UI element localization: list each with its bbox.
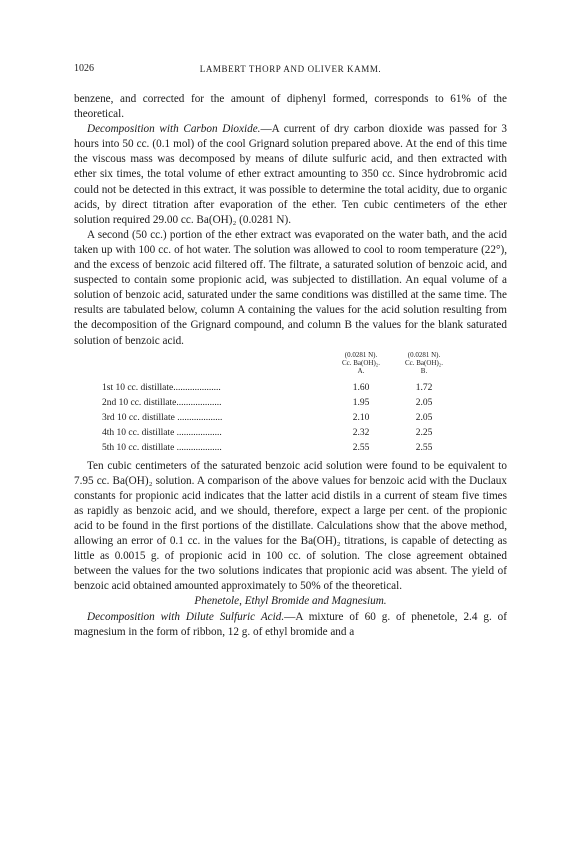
column-b-header-line: Cc. Ba(OH)₂. xyxy=(404,358,443,367)
column-b-header-line: (0.0281 N). xyxy=(407,350,441,359)
article-body xyxy=(74,92,507,640)
table-row xyxy=(74,396,507,411)
value-a: 2.32 xyxy=(352,427,370,438)
paragraph-2-heading: Decomposition with Carbon Dioxide. xyxy=(87,123,261,136)
value-b: 2.55 xyxy=(415,442,433,453)
row-label: 4th 10 cc. distillate ................... xyxy=(102,427,222,438)
paragraph-5 xyxy=(74,610,507,640)
column-b-header xyxy=(392,351,456,375)
paragraph-5-heading: Decomposition with Dilute Sulfuric Acid. xyxy=(87,610,285,623)
column-a-header-line: Cc. Ba(OH)₂. xyxy=(341,358,380,367)
paragraph-2-text: —A current of dry carbon dioxide was passed for 3 hours into 50 cc. (0.1 mol) of the cool Grignard solution prepared above. At the end of this time the viscous mass was decomposed by means of dilute sulfuric acid, and then extracted with ether six times, the total volume of ether extract amounting to 350 cc. Since hydrobromic acid could not be detected in this extract, it was possible to determine the total acidity, due to organic acids, by direct titration after evaporation of the ether. Ten cubic centimeters of the ether solution required 29.00 cc. Ba(OH)₂ (0.0281 N). xyxy=(74,123,507,226)
value-a: 1.60 xyxy=(352,382,370,393)
distillation-table xyxy=(74,351,507,455)
row-label: 3rd 10 cc. distillate ................... xyxy=(102,412,223,423)
value-a: 2.55 xyxy=(352,442,370,453)
page xyxy=(74,63,507,640)
running-head: LAMBERT THORP AND OLIVER KAMM. xyxy=(199,64,382,74)
section-heading-text: Phenetole, Ethyl Bromide and Magnesium. xyxy=(194,595,387,608)
table-row xyxy=(74,426,507,441)
row-label: 5th 10 cc. distillate ................... xyxy=(102,442,222,453)
column-a-header xyxy=(329,351,393,375)
table-row xyxy=(74,411,507,426)
paragraph-1: benzene, and corrected for the amount of diphenyl formed, corresponds to 61% of the theoretical. xyxy=(74,93,507,121)
row-label: 2nd 10 cc. distillate................... xyxy=(102,397,222,408)
page-header xyxy=(74,63,507,77)
value-b: 1.72 xyxy=(415,382,433,393)
table-row xyxy=(74,441,507,456)
section-heading xyxy=(74,594,507,609)
paragraph-4: Ten cubic centimeters of the saturated benzoic acid solution were found to be equivalent to 7.95 cc. Ba(OH)₂ solution. A comparison of the above values for benzoic acid with the Duclaux constants for propionic acid indicates that the latter acid distils in a current of steam five times as rapidly as benzoic acid, and we should, therefore, expect a large per cent. of the propionic acid to be found in the first portions of the distillate. Calculations show that the above method, allowing an error of 0.1 cc. in the values for the Ba(OH)₂ titrations, is capable of detecting as little as 0.0015 g. of propionic acid in 100 cc. of solution. The close agreement obtained between the values for the two solutions indicates that propionic acid was absent. The yield of benzoic acid obtained amounted approximately to 50% of the theoretical. xyxy=(74,459,507,593)
value-b: 2.05 xyxy=(415,412,433,423)
paragraph-3: A second (50 cc.) portion of the ether extract was evaporated on the water bath, and the acid taken up with 100 cc. of hot water. The solution was allowed to cool to room temperature (22°), and the excess of benzoic acid filtered off. The filtrate, a saturated solution of benzoic acid, and suspected to contain some propionic acid, was subjected to distillation. An equal volume of a solution of benzoic acid, saturated under the same conditions was distilled at the same time. The results are tabulated below, column A containing the values for the acid solution resulting from the decomposition of the Grignard compound, and column B the values for the blank saturated solution of benzoic acid. xyxy=(74,228,507,347)
column-a-header-line: (0.0281 N). xyxy=(344,350,378,359)
paragraph-2 xyxy=(74,122,507,228)
value-b: 2.25 xyxy=(415,427,433,438)
column-a-header-line: A. xyxy=(357,366,365,375)
value-a: 2.10 xyxy=(352,412,370,423)
row-label: 1st 10 cc. distillate.................... xyxy=(102,382,221,393)
value-a: 1.95 xyxy=(352,397,370,408)
column-b-header-line: B. xyxy=(420,366,428,375)
table-row xyxy=(74,381,507,396)
value-b: 2.05 xyxy=(415,397,433,408)
paragraph-5-text: —A mixture of 60 g. of phenetole, 2.4 g. of magnesium in the form of ribbon, 12 g. of ethyl bromide and a xyxy=(74,610,507,638)
page-number: 1026 xyxy=(74,63,94,74)
